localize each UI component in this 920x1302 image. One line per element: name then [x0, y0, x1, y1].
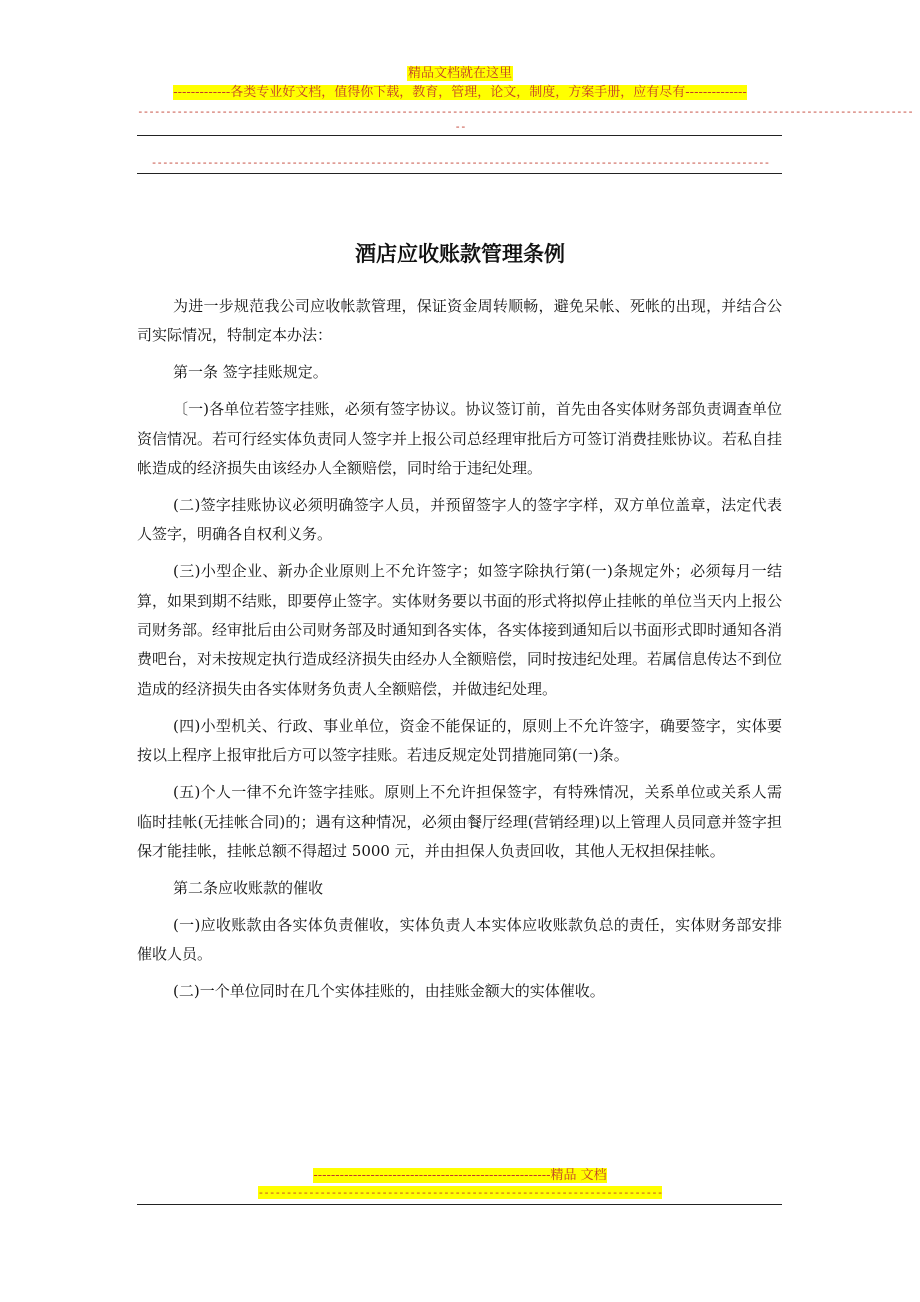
paragraph: (一)应收账款由各实体负责催收，实体负责人本实体应收账款负总的责任，实体财务部安排催收人员。 — [137, 915, 782, 964]
paragraph: (二)签字挂账协议必须明确签字人员，并预留签字人的签字字样，双方单位盖章，法定代表人签字，明确各自权利义务。 — [137, 495, 782, 544]
paragraph: 为进一步规范我公司应收帐款管理，保证资金周转顺畅，避免呆帐、死帐的出现，并结合公司实际情况，特制定本办法： — [137, 297, 782, 345]
paragraph: 〔一)各单位若签字挂账，必须有签字协议。协议签订前，首先由各实体财务部负责调查单位资信情况。若可行经实体负责同人签字并上报公司总经理审批后方可签订消费挂账协议。若私自挂帐造成的经济损失由该经办人全额赔偿，同时给于违纪处理。 — [137, 400, 783, 478]
header-dash-row: ------------------------------------------------------------------------------------------------------------------------------------------ — [137, 105, 913, 118]
header-banner-title: 精品文档就在这里 — [407, 66, 512, 81]
footer-line-1: ------------------------------------------------------精品 文档 — [313, 1168, 607, 1183]
header-dash-row-2: -------------------------------------------------------------------------------------------------------------- — [150, 156, 770, 169]
footer-rule — [137, 1204, 782, 1205]
document-title: 酒店应收账款管理条例 — [355, 242, 565, 266]
paragraph: 第二条应收账款的催收 — [173, 878, 324, 897]
paragraph: 第一条 签字挂账规定。 — [173, 363, 328, 382]
paragraph: (四)小型机关、行政、事业单位，资金不能保证的，原则上不允许签字，确要签字，实体要按以上程序上报审批后方可以签字挂账。若违反规定处罚措施同第(一)条。 — [137, 716, 782, 765]
footer-line-2: ------------------------------------------------------------------------ — [257, 1186, 663, 1199]
paragraph: (三)小型企业、新办企业原则上不允许签字；如签字除执行第(一)条规定外；必须每月一结算，如果到期不结账，即要停止签字。实体财务要以书面的形式将拟停止挂帐的单位当天内上报公司财务部。经审批后由公司财务部及时通知到各实体，各实体接到通知后以书面形式即时通知各消费吧台，对未按规定执行造成经济损失由经办人全额赔偿，同时按违纪处理。若属信息传达不到位造成的经济损失由各实体财务负责人全额赔偿，并做违纪处理。 — [137, 562, 783, 698]
header-dash-tail: -- — [454, 120, 466, 133]
header-rule-top — [137, 135, 782, 136]
header-banner-line: -------------各类专业好文档，值得你下载，教育，管理，论文，制度，方案手册，应有尽有-------------- — [173, 85, 747, 100]
paragraph: (五)个人一律不允许签字挂账。原则上不允许担保签字，有特殊情况，关系单位或关系人需临时挂帐(无挂帐合同)的；遇有这种情况，必须由餐厅经理(营销经理)以上管理人员同意并签字担保才能挂帐，挂帐总额不得超过 5000 元，并由担保人负责回收，其他人无权担保挂帐。 — [137, 783, 782, 860]
paragraph: (二)一个单位同时在几个实体挂账的，由挂账金额大的实体催收。 — [173, 982, 605, 1001]
header-rule-bottom — [137, 173, 782, 174]
document-body — [137, 292, 782, 1014]
